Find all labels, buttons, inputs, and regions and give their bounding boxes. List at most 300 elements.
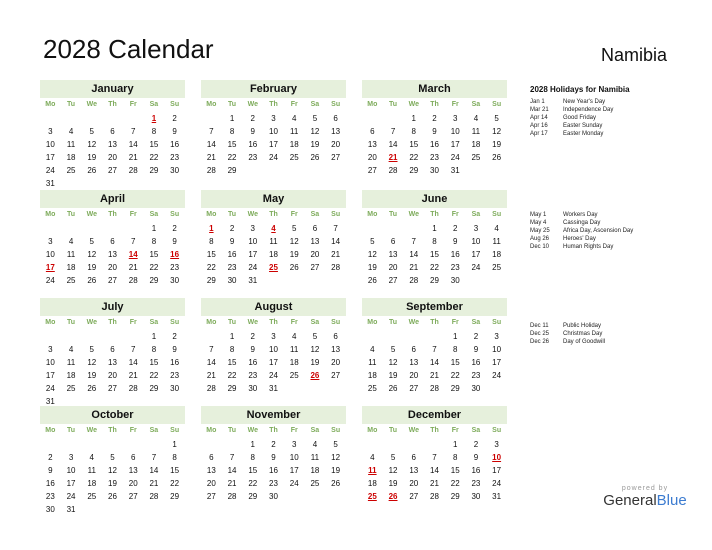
day-cell: 17 <box>471 250 481 259</box>
weekday-label: We <box>86 319 97 326</box>
day-cell: 28 <box>206 384 216 393</box>
holiday-name: Cassinga Day <box>563 220 601 226</box>
day-cell: 22 <box>430 263 439 272</box>
weekday-label: Th <box>108 101 117 108</box>
weekday-label: Sa <box>149 427 159 434</box>
day-cell: 19 <box>289 250 299 259</box>
day-cell: 27 <box>310 263 320 272</box>
weekday-label: Sa <box>310 211 320 218</box>
month-july <box>40 298 185 408</box>
day-cell: 6 <box>110 345 115 354</box>
day-cell: 21 <box>331 250 341 259</box>
weekday-header <box>201 425 346 437</box>
day-cell: 3 <box>48 127 53 136</box>
empty-cell <box>362 112 383 125</box>
holiday-day-cell: 11 <box>368 466 377 475</box>
month-title: June <box>362 190 507 208</box>
day-cell: 4 <box>291 114 297 123</box>
weekday-label: Mo <box>206 427 217 434</box>
day-cell: 17 <box>45 153 55 162</box>
day-cell: 21 <box>128 153 138 162</box>
day-cell: 6 <box>370 127 375 136</box>
day-cell: 31 <box>45 397 55 406</box>
day-cell: 3 <box>494 332 499 341</box>
day-cell: 2 <box>250 114 255 123</box>
weekday-label: Sa <box>471 427 481 434</box>
day-cell: 30 <box>248 384 258 393</box>
day-cell: 18 <box>289 358 299 367</box>
day-cell: 27 <box>206 492 216 501</box>
weekday-label: Fr <box>290 427 298 434</box>
day-cell: 13 <box>108 358 117 367</box>
day-cell: 29 <box>430 276 439 285</box>
day-cell: 11 <box>290 127 299 136</box>
day-cell: 2 <box>250 332 255 341</box>
weekday-label: Mo <box>45 101 56 108</box>
day-cell: 8 <box>411 127 416 136</box>
holiday-name: Day of Goodwill <box>563 339 606 345</box>
day-cell: 21 <box>227 479 237 488</box>
day-cell: 11 <box>492 237 501 246</box>
day-cell: 27 <box>331 371 341 380</box>
day-cell: 23 <box>450 263 460 272</box>
weekday-label: Fr <box>451 101 459 108</box>
day-cell: 28 <box>227 492 237 501</box>
empty-cell <box>123 438 144 451</box>
empty-cell <box>81 222 102 235</box>
day-cell: 28 <box>128 384 138 393</box>
day-cell: 8 <box>209 237 214 246</box>
day-cell: 24 <box>450 153 460 162</box>
day-cell: 13 <box>108 250 117 259</box>
holiday-day-cell: 25 <box>269 263 278 272</box>
holiday-row <box>530 338 710 346</box>
empty-cell <box>40 222 61 235</box>
weekday-label: Mo <box>45 319 56 326</box>
holiday-name: Independence Day <box>563 107 614 113</box>
day-cell: 20 <box>331 358 341 367</box>
day-cell: 21 <box>430 479 439 488</box>
holiday-date: May 1 <box>530 212 547 218</box>
weekday-label: Fr <box>290 211 298 218</box>
day-cell: 10 <box>66 466 76 475</box>
day-cell: 19 <box>367 263 377 272</box>
empty-cell <box>144 438 165 451</box>
day-cell: 11 <box>290 345 299 354</box>
day-cell: 7 <box>432 453 437 462</box>
day-cell: 7 <box>209 127 214 136</box>
day-cell: 28 <box>388 166 398 175</box>
day-cell: 29 <box>206 276 216 285</box>
day-cell: 18 <box>367 371 377 380</box>
day-cell: 25 <box>492 263 502 272</box>
day-grid <box>40 112 185 190</box>
day-cell: 18 <box>66 263 76 272</box>
day-cell: 24 <box>45 166 55 175</box>
day-cell: 16 <box>471 466 481 475</box>
day-cell: 18 <box>87 479 97 488</box>
empty-cell <box>61 438 82 451</box>
day-cell: 7 <box>229 453 235 462</box>
holiday-day-cell: 16 <box>170 250 180 259</box>
day-cell: 13 <box>409 466 419 475</box>
holiday-row <box>530 130 710 138</box>
weekday-header <box>362 99 507 111</box>
day-cell: 30 <box>269 492 278 501</box>
month-january <box>40 80 185 190</box>
day-cell: 22 <box>227 371 237 380</box>
day-cell: 25 <box>289 371 299 380</box>
weekday-label: Th <box>269 211 278 218</box>
brand-logo <box>585 485 705 509</box>
day-cell: 4 <box>68 237 74 246</box>
day-cell: 24 <box>248 263 258 272</box>
day-cell: 5 <box>291 224 297 233</box>
day-cell: 12 <box>87 358 97 367</box>
day-cell: 6 <box>110 237 115 246</box>
holiday-name: Easter Sunday <box>563 123 603 129</box>
day-cell: 13 <box>310 237 320 246</box>
day-cell: 22 <box>170 479 180 488</box>
weekday-label: Tu <box>67 101 76 108</box>
weekday-label: Su <box>492 427 502 434</box>
weekday-label: We <box>247 211 258 218</box>
day-cell: 5 <box>89 345 94 354</box>
day-cell: 5 <box>89 127 94 136</box>
weekday-label: Tu <box>389 319 398 326</box>
weekday-label: Tu <box>228 427 237 434</box>
day-grid <box>40 222 185 287</box>
holiday-row <box>530 98 710 106</box>
day-cell: 4 <box>291 332 297 341</box>
day-cell: 29 <box>248 492 258 501</box>
day-cell: 18 <box>66 153 76 162</box>
day-cell: 27 <box>128 492 138 501</box>
month-june <box>362 190 507 287</box>
day-cell: 6 <box>333 114 338 123</box>
day-cell: 12 <box>367 250 377 259</box>
day-cell: 16 <box>430 140 439 149</box>
day-cell: 24 <box>269 371 278 380</box>
holiday-name: Workers Day <box>563 212 598 218</box>
brand-general: General <box>603 492 657 509</box>
day-cell: 11 <box>368 358 377 367</box>
weekday-label: We <box>247 427 258 434</box>
holiday-date: Dec 10 <box>530 244 550 250</box>
weekday-header <box>40 209 185 221</box>
holiday-date: Dec 11 <box>530 323 549 329</box>
day-cell: 29 <box>170 492 180 501</box>
day-cell: 12 <box>492 127 502 136</box>
day-cell: 11 <box>66 140 76 149</box>
day-cell: 14 <box>149 466 159 475</box>
holiday-name: Public Holiday <box>563 323 602 329</box>
day-cell: 26 <box>331 479 341 488</box>
day-cell: 6 <box>411 453 416 462</box>
day-cell: 26 <box>388 384 398 393</box>
weekday-label: Mo <box>206 211 217 218</box>
day-cell: 5 <box>110 453 115 462</box>
day-cell: 21 <box>128 371 138 380</box>
day-cell: 10 <box>289 453 299 462</box>
holiday-row <box>530 322 710 330</box>
weekday-label: Su <box>170 319 180 326</box>
month-december <box>362 406 507 503</box>
day-cell: 11 <box>471 127 481 136</box>
day-cell: 21 <box>206 371 216 380</box>
day-cell: 29 <box>149 384 159 393</box>
holiday-list-q2 <box>530 211 710 251</box>
day-grid <box>201 222 346 287</box>
day-cell: 23 <box>248 153 258 162</box>
empty-cell <box>383 438 404 451</box>
day-cell: 27 <box>409 492 419 501</box>
day-cell: 16 <box>248 140 258 149</box>
day-cell: 10 <box>450 127 460 136</box>
day-cell: 23 <box>248 371 258 380</box>
weekday-label: Tu <box>67 427 76 434</box>
month-title: December <box>362 406 507 424</box>
day-cell: 16 <box>248 358 258 367</box>
day-cell: 15 <box>206 250 216 259</box>
weekday-label: Tu <box>389 211 398 218</box>
day-cell: 23 <box>227 263 237 272</box>
weekday-label: Tu <box>389 101 398 108</box>
weekday-label: Sa <box>471 211 481 218</box>
empty-cell <box>102 222 123 235</box>
holiday-name: New Year's Day <box>563 99 606 105</box>
powered-by-text: powered by <box>621 485 669 492</box>
day-cell: 25 <box>367 384 377 393</box>
day-cell: 27 <box>108 276 117 285</box>
day-cell: 11 <box>87 466 96 475</box>
day-cell: 17 <box>66 479 76 488</box>
empty-cell <box>424 330 445 343</box>
day-cell: 18 <box>269 250 278 259</box>
weekday-label: Mo <box>367 319 378 326</box>
day-cell: 22 <box>149 153 159 162</box>
day-cell: 20 <box>108 153 117 162</box>
day-cell: 8 <box>151 345 157 354</box>
day-cell: 24 <box>492 371 502 380</box>
day-cell: 19 <box>388 371 398 380</box>
day-cell: 24 <box>45 384 55 393</box>
day-cell: 3 <box>452 114 458 123</box>
month-november <box>201 406 346 503</box>
day-cell: 28 <box>430 384 439 393</box>
weekday-label: Su <box>331 211 341 218</box>
day-cell: 10 <box>45 140 55 149</box>
day-cell: 19 <box>87 371 97 380</box>
day-cell: 8 <box>452 345 458 354</box>
day-grid <box>201 438 346 503</box>
day-cell: 17 <box>269 358 278 367</box>
weekday-label: Th <box>269 101 278 108</box>
day-cell: 3 <box>291 440 297 449</box>
empty-cell <box>403 438 424 451</box>
day-cell: 27 <box>331 153 341 162</box>
day-cell: 15 <box>149 140 159 149</box>
day-cell: 3 <box>271 114 276 123</box>
day-cell: 4 <box>370 345 375 354</box>
day-cell: 5 <box>333 440 338 449</box>
weekday-label: Mo <box>45 211 56 218</box>
brand-name <box>585 492 705 509</box>
day-cell: 8 <box>172 453 177 462</box>
day-cell: 21 <box>149 479 159 488</box>
holiday-name: Good Friday <box>563 115 597 121</box>
weekday-header <box>40 425 185 437</box>
day-cell: 6 <box>390 237 396 246</box>
weekday-label: Fr <box>451 319 459 326</box>
day-cell: 22 <box>206 263 216 272</box>
holiday-list-q1 <box>530 85 710 138</box>
holiday-date: Apr 14 <box>530 115 548 121</box>
day-cell: 9 <box>250 127 255 136</box>
day-cell: 25 <box>66 384 76 393</box>
day-cell: 10 <box>45 358 55 367</box>
weekday-label: Tu <box>389 427 398 434</box>
day-cell: 27 <box>388 276 398 285</box>
holiday-date: May 4 <box>530 220 547 226</box>
weekday-label: We <box>86 211 97 218</box>
weekday-label: Th <box>430 101 439 108</box>
day-cell: 7 <box>432 345 437 354</box>
day-cell: 20 <box>409 371 419 380</box>
empty-cell <box>61 222 82 235</box>
empty-cell <box>403 330 424 343</box>
day-cell: 21 <box>409 263 419 272</box>
day-cell: 31 <box>248 276 258 285</box>
day-cell: 1 <box>452 332 458 341</box>
weekday-label: Sa <box>310 427 320 434</box>
day-cell: 30 <box>170 166 180 175</box>
month-title: July <box>40 298 185 316</box>
empty-cell <box>383 112 404 125</box>
day-cell: 10 <box>269 345 278 354</box>
day-cell: 28 <box>331 263 341 272</box>
day-cell: 8 <box>250 453 255 462</box>
day-cell: 27 <box>367 166 377 175</box>
weekday-label: We <box>408 211 419 218</box>
day-cell: 12 <box>87 140 97 149</box>
day-cell: 2 <box>172 332 177 341</box>
day-cell: 10 <box>269 127 278 136</box>
day-cell: 19 <box>310 140 320 149</box>
weekday-label: We <box>408 427 419 434</box>
weekday-label: Mo <box>367 427 378 434</box>
day-cell: 20 <box>206 479 216 488</box>
weekday-label: Mo <box>367 211 378 218</box>
day-cell: 3 <box>473 224 479 233</box>
day-cell: 26 <box>87 384 97 393</box>
day-cell: 22 <box>450 479 460 488</box>
empty-cell <box>201 438 222 451</box>
day-cell: 6 <box>110 127 115 136</box>
empty-cell <box>362 330 383 343</box>
holiday-date: Apr 16 <box>530 123 548 129</box>
day-cell: 17 <box>289 466 299 475</box>
day-grid <box>362 438 507 503</box>
day-cell: 1 <box>229 332 235 341</box>
day-cell: 9 <box>172 127 177 136</box>
weekday-header <box>201 99 346 111</box>
empty-cell <box>102 438 123 451</box>
day-cell: 15 <box>149 250 159 259</box>
day-cell: 21 <box>128 263 138 272</box>
weekday-label: We <box>408 319 419 326</box>
weekday-label: Su <box>492 101 502 108</box>
day-cell: 7 <box>209 345 214 354</box>
day-cell: 25 <box>310 479 320 488</box>
day-cell: 1 <box>229 114 235 123</box>
month-february <box>201 80 346 177</box>
day-cell: 31 <box>492 492 502 501</box>
weekday-label: Th <box>108 211 117 218</box>
day-cell: 5 <box>494 114 499 123</box>
day-cell: 14 <box>206 358 216 367</box>
day-cell: 13 <box>206 466 216 475</box>
weekday-label: Fr <box>451 427 459 434</box>
day-cell: 12 <box>331 453 341 462</box>
empty-cell <box>383 222 404 235</box>
weekday-label: Su <box>170 427 180 434</box>
weekday-label: Tu <box>67 211 76 218</box>
day-cell: 1 <box>151 332 157 341</box>
day-cell: 28 <box>128 166 138 175</box>
day-cell: 20 <box>331 140 341 149</box>
day-cell: 8 <box>229 127 235 136</box>
weekday-label: Su <box>331 427 341 434</box>
day-cell: 19 <box>87 153 97 162</box>
month-title: January <box>40 80 185 98</box>
day-cell: 4 <box>473 114 479 123</box>
country-name: Namibia <box>600 45 667 65</box>
day-cell: 19 <box>331 466 341 475</box>
holiday-date: May 25 <box>530 228 550 234</box>
day-cell: 12 <box>108 466 117 475</box>
holiday-day-cell: 14 <box>128 250 138 259</box>
day-cell: 29 <box>227 384 237 393</box>
day-cell: 26 <box>367 276 377 285</box>
weekday-label: Tu <box>228 101 237 108</box>
day-cell: 26 <box>492 153 502 162</box>
weekday-label: We <box>247 319 258 326</box>
weekday-label: Th <box>430 211 439 218</box>
holiday-row <box>530 211 710 219</box>
day-cell: 20 <box>409 479 419 488</box>
day-cell: 5 <box>390 453 396 462</box>
holiday-date: Aug 26 <box>530 236 550 242</box>
day-cell: 14 <box>409 250 419 259</box>
month-title: November <box>201 406 346 424</box>
day-cell: 23 <box>170 263 180 272</box>
day-cell: 7 <box>390 127 396 136</box>
month-august <box>201 298 346 395</box>
day-cell: 17 <box>492 466 502 475</box>
day-cell: 30 <box>227 276 237 285</box>
day-cell: 9 <box>271 453 276 462</box>
day-cell: 9 <box>452 237 458 246</box>
day-cell: 15 <box>227 358 237 367</box>
day-cell: 3 <box>48 345 53 354</box>
day-cell: 14 <box>206 140 216 149</box>
day-cell: 15 <box>170 466 180 475</box>
day-cell: 14 <box>430 358 439 367</box>
weekday-label: Su <box>170 101 180 108</box>
weekday-label: Th <box>108 319 117 326</box>
holiday-name: Easter Monday <box>563 131 604 137</box>
